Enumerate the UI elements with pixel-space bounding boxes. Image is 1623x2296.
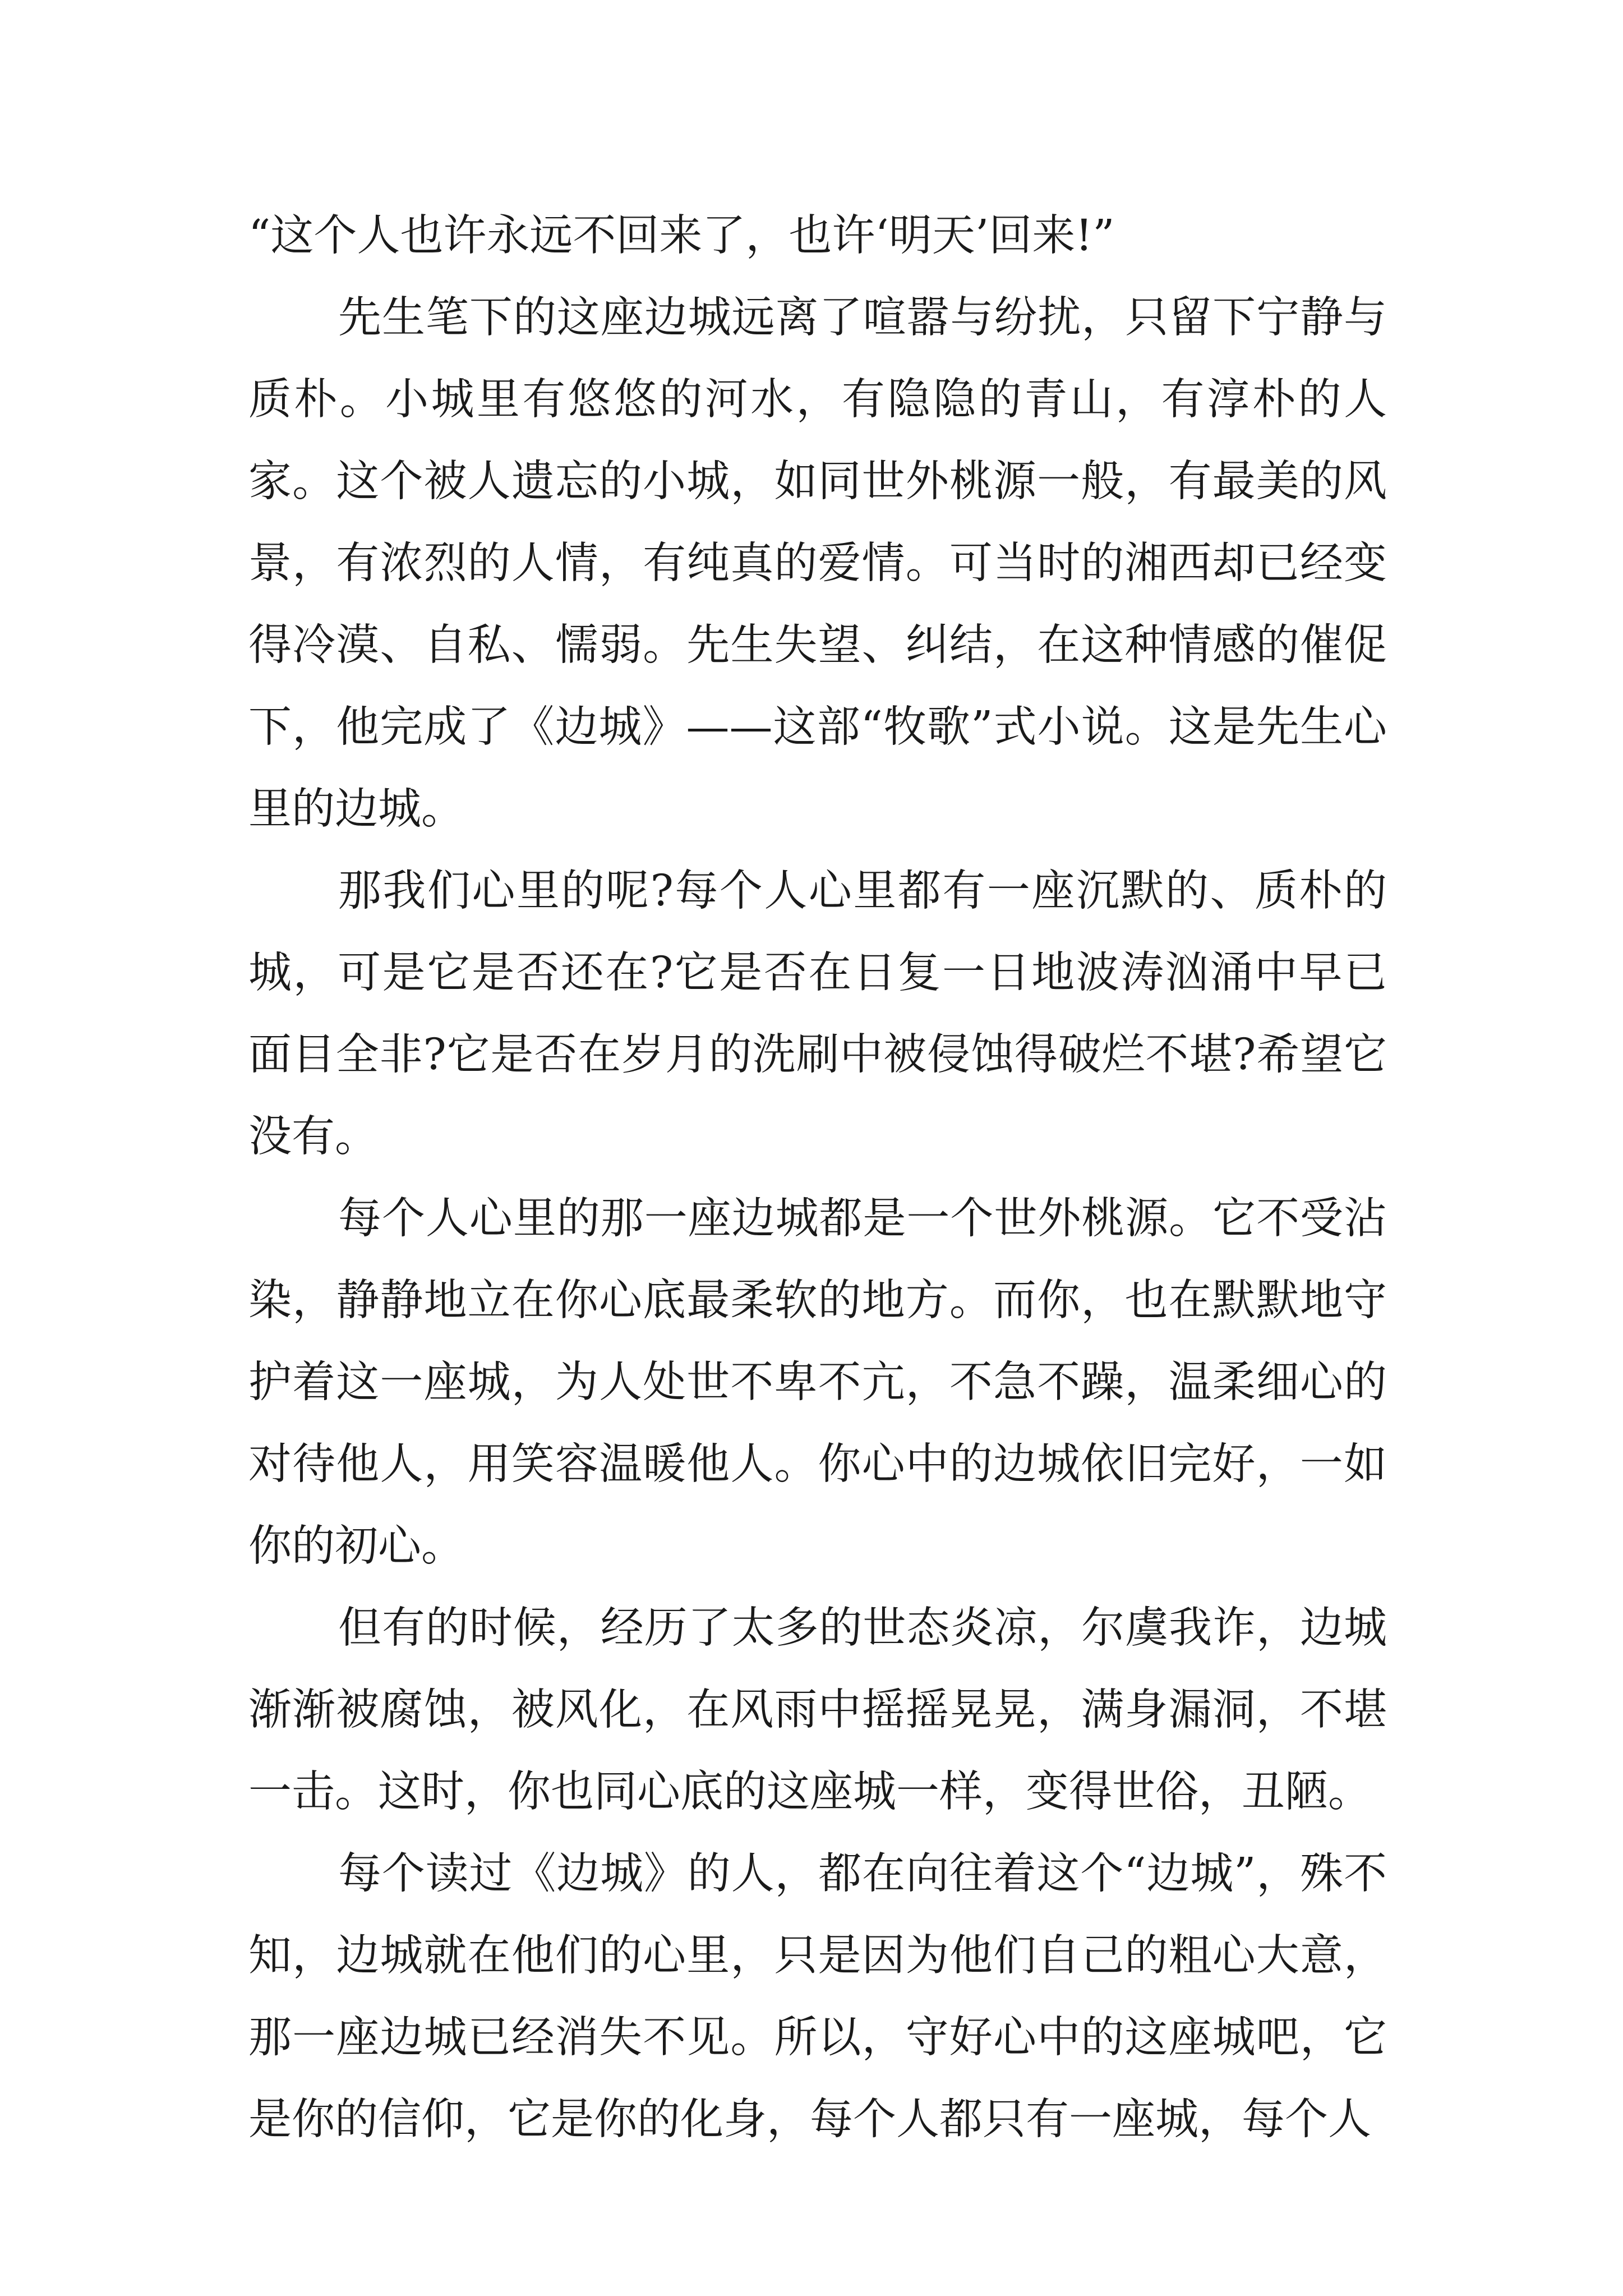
paragraph: 但有的时候，经历了太多的世态炎凉，尔虞我诈，边城渐渐被腐蚀，被风化，在风雨中摇摇晃晃，满身漏洞，不堪一击。这时，你也同心底的这座城一样，变得世俗，丑陋。 — [248, 1603, 1387, 1817]
paragraph: 先生笔下的这座边城远离了喧嚣与纷扰，只留下宁静与质朴。小城里有悠悠的河水，有隐隐的青山，有淳朴的人家。这个被人遗忘的小城，如同世外桃源一般，有最美的风景，有浓烈的人情，有纯真的爱情。可当时的湘西却已经变得冷漠、自私、懦弱。先生失望、纠结，在这种情感的催促下，他完成了《边城》——这部“牧歌”式小说。这是先生心里的边城。 — [248, 293, 1387, 834]
paragraph-quote: “这个人也许永远不回来了，也许‘明天’回来!” — [248, 211, 1115, 261]
paragraph: 每个人心里的那一座边城都是一个世外桃源。它不受沾染，静静地立在你心底最柔软的地方。而你，也在默默地守护着这一座城，为人处世不卑不亢，不急不躁，温柔细心的对待他人，用笑容温暖他人。你心中的边城依旧完好，一如你的初心。 — [248, 1194, 1387, 1571]
paragraph: 每个读过《边城》的人，都在向往着这个“边城”，殊不知，边城就在他们的心里，只是因为他们自己的粗心大意，那一座边城已经消失不见。所以，守好心中的这座城吧，它是你的信仰，它是你的化身，每个人都只有一座城，每个人 — [248, 1849, 1387, 2145]
essay-body — [248, 195, 1387, 2161]
paragraph: 那我们心里的呢?每个人心里都有一座沉默的、质朴的城，可是它是否还在?它是否在日复一日地波涛汹涌中早已面目全非?它是否在岁月的洗刷中被侵蚀得破烂不堪?希望它没有。 — [248, 866, 1387, 1162]
